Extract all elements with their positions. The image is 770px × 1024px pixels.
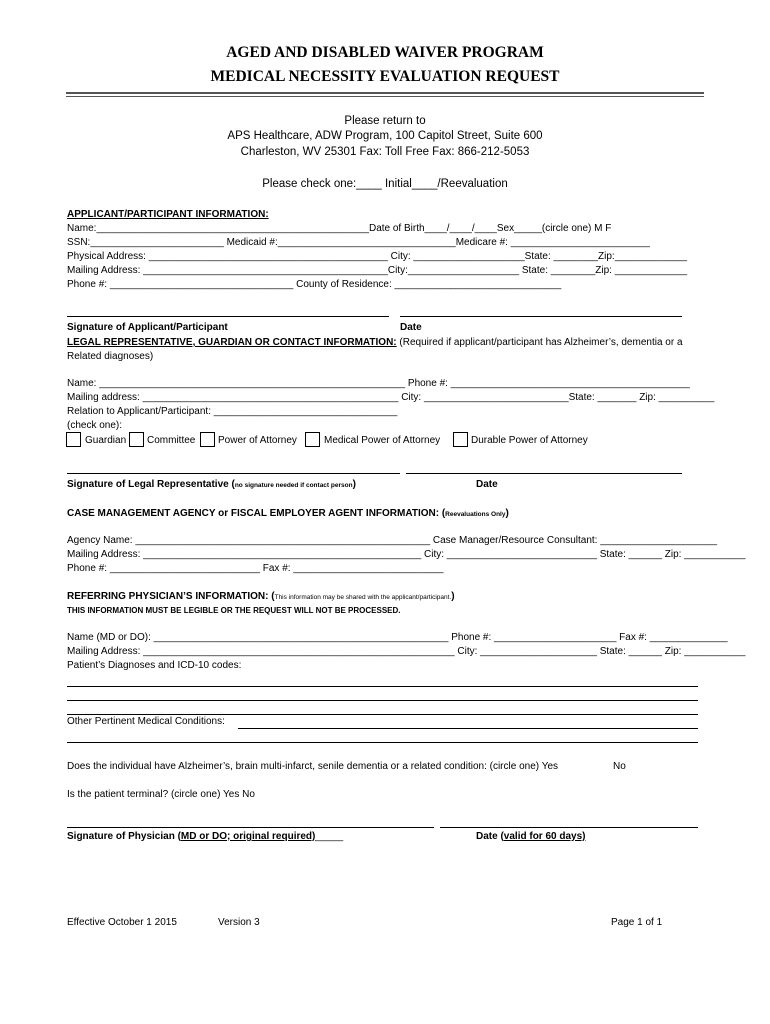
guardian-label: Guardian bbox=[85, 435, 127, 446]
physician-legibility-warning: THIS INFORMATION MUST BE LEGIBLE OR THE REQUEST WILL NOT BE PROCESSED. bbox=[67, 606, 401, 615]
other-conditions-line-2[interactable] bbox=[67, 742, 698, 743]
physician-signature-label: Signature of Physician ( bbox=[67, 831, 181, 842]
version-label: Version 3 bbox=[218, 917, 260, 928]
request-type-check[interactable]: Please check one:____ Initial____/Reevaluation bbox=[262, 178, 508, 190]
durable-power-of-attorney-label: Durable Power of Attorney bbox=[471, 435, 588, 446]
return-fax: Charleston, WV 25301 Fax: Toll Free Fax: 866-212-5053 bbox=[240, 146, 530, 158]
legal-rep-date-label: Date bbox=[476, 479, 498, 490]
legal-rep-relation-row[interactable]: Relation to Applicant/Participant: _________________________________ bbox=[67, 406, 398, 417]
physician-name-row[interactable]: Name (MD or DO): _____________________________________________________ Phone #: ______________________ Fax #: ______________ bbox=[67, 632, 728, 643]
applicant-date-line[interactable] bbox=[400, 316, 682, 317]
physician-date-label: Date ( bbox=[476, 831, 504, 842]
medical-power-of-attorney-checkbox[interactable] bbox=[305, 432, 320, 447]
committee-label: Committee bbox=[147, 435, 196, 446]
physician-note: This information may be shared with the applicant/participant. bbox=[274, 594, 452, 601]
legal-rep-signature-close: ) bbox=[352, 479, 356, 490]
physician-address-row[interactable]: Mailing Address: ________________________________________________________ City: _____________________ State: ______ Zip: ___________ bbox=[67, 646, 746, 657]
other-conditions-label: Other Pertinent Medical Conditions: bbox=[67, 716, 225, 727]
applicant-ids-row[interactable]: SSN:________________________ Medicaid #:________________________________Medicare #: _________________________ bbox=[67, 237, 650, 248]
legal-rep-note: (Required if applicant/participant has Alzheimer’s, dementia or a Related diagnoses) bbox=[67, 337, 683, 362]
return-address: APS Healthcare, ADW Program, 100 Capitol Street, Suite 600 bbox=[227, 130, 543, 142]
case-mgmt-heading: CASE MANAGEMENT AGENCY or FISCAL EMPLOYER AGENT INFORMATION: ( bbox=[67, 508, 446, 519]
case-mgmt-close: ) bbox=[505, 508, 509, 519]
title-rule bbox=[66, 92, 704, 94]
physician-date-validity: valid for 60 days) bbox=[503, 831, 586, 842]
legal-rep-name-row[interactable]: Name: _______________________________________________________ Phone #: ___________________________________________ bbox=[67, 378, 690, 389]
case-mgmt-agency-row[interactable]: Agency Name: _____________________________________________________ Case Manager/Resource Consultant: _____________________ bbox=[67, 535, 718, 546]
committee-checkbox[interactable] bbox=[129, 432, 144, 447]
case-mgmt-address-row[interactable]: Mailing Address: __________________________________________________ City: ___________________________ State: ______ Zip: ___________ bbox=[67, 549, 746, 560]
guardian-checkbox[interactable] bbox=[66, 432, 81, 447]
legal-rep-signature-line[interactable] bbox=[67, 473, 400, 474]
other-conditions-line-1[interactable] bbox=[238, 728, 698, 729]
applicant-signature-line[interactable] bbox=[67, 316, 389, 317]
effective-date: Effective October 1 2015 bbox=[67, 917, 177, 928]
applicant-signature-label: Signature of Applicant/Participant bbox=[67, 322, 228, 333]
case-mgmt-heading-block bbox=[67, 508, 509, 519]
medical-power-of-attorney-label: Medical Power of Attorney bbox=[324, 435, 441, 446]
legal-rep-signature-label-block bbox=[67, 479, 356, 490]
form-title-line2: MEDICAL NECESSITY EVALUATION REQUEST bbox=[210, 68, 560, 85]
physician-heading: REFERRING PHYSICIAN’S INFORMATION: ( bbox=[67, 591, 275, 602]
applicant-physical-address-row[interactable]: Physical Address: ___________________________________________ City: ____________________State: ________Zip:_____________ bbox=[67, 251, 688, 262]
physician-signature-requirement: MD or DO; original required) bbox=[180, 831, 316, 842]
diagnoses-line-2[interactable] bbox=[67, 700, 698, 701]
legal-rep-signature-note: no signature needed if contact person bbox=[234, 482, 353, 489]
physician-close: ) bbox=[451, 591, 455, 602]
case-mgmt-note: Reevaluations Only bbox=[445, 511, 506, 518]
physician-date-label-block bbox=[476, 831, 586, 842]
title-rule-thin bbox=[66, 96, 704, 97]
applicant-name-row[interactable]: Name:_________________________________________________Date of Birth____/____/____Sex_____(circle one) M F bbox=[67, 223, 612, 234]
physician-signature-tail: _____ bbox=[315, 831, 344, 842]
legal-rep-check-one: (check one): bbox=[67, 420, 123, 431]
legal-rep-heading-block bbox=[67, 336, 697, 364]
alzheimers-question[interactable]: Does the individual have Alzheimer’s, brain multi-infarct, senile dementia or a related condition: (circle one) Yes bbox=[67, 761, 559, 772]
legal-rep-heading: LEGAL REPRESENTATIVE, GUARDIAN OR CONTACT INFORMATION: bbox=[67, 337, 397, 348]
durable-power-of-attorney-checkbox[interactable] bbox=[453, 432, 468, 447]
physician-heading-block bbox=[67, 591, 455, 602]
return-to-label: Please return to bbox=[344, 115, 426, 127]
applicant-heading: APPLICANT/PARTICIPANT INFORMATION: bbox=[67, 209, 269, 220]
legal-rep-signature-label: Signature of Legal Representative ( bbox=[67, 479, 235, 490]
physician-date-line[interactable] bbox=[440, 827, 698, 828]
page-number: Page 1 of 1 bbox=[611, 917, 663, 928]
physician-signature-line[interactable] bbox=[67, 827, 434, 828]
diagnoses-label: Patient’s Diagnoses and ICD-10 codes: bbox=[67, 660, 242, 671]
power-of-attorney-checkbox[interactable] bbox=[200, 432, 215, 447]
case-mgmt-phone-row[interactable]: Phone #: ___________________________ Fax #: ___________________________ bbox=[67, 563, 444, 574]
legal-rep-date-line[interactable] bbox=[406, 473, 682, 474]
alzheimers-no-option[interactable]: No bbox=[613, 761, 626, 772]
power-of-attorney-label: Power of Attorney bbox=[218, 435, 297, 446]
form-title-line1: AGED AND DISABLED WAIVER PROGRAM bbox=[226, 44, 544, 61]
applicant-date-label: Date bbox=[400, 322, 422, 333]
applicant-mailing-address-row[interactable]: Mailing Address: ____________________________________________City:____________________ State: ________Zip: _____________ bbox=[67, 265, 688, 276]
legal-rep-address-row[interactable]: Mailing address: ______________________________________________ City: __________________________State: _______ Zip: __________ bbox=[67, 392, 715, 403]
terminal-question[interactable]: Is the patient terminal? (circle one) Yes No bbox=[67, 789, 255, 800]
diagnoses-line-3[interactable] bbox=[67, 714, 698, 715]
physician-signature-label-block bbox=[67, 831, 343, 842]
applicant-phone-row[interactable]: Phone #: _________________________________ County of Residence: ______________________________ bbox=[67, 279, 562, 290]
diagnoses-line-1[interactable] bbox=[67, 686, 698, 687]
